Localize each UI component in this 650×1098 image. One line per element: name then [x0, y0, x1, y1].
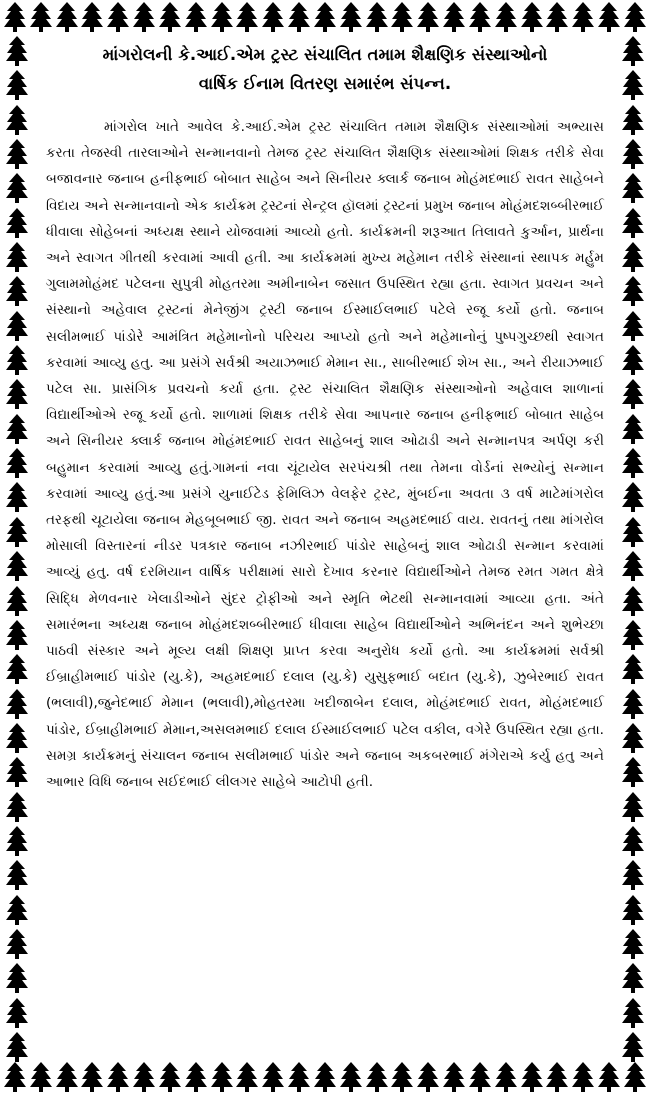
pine-tree-icon: [622, 414, 644, 444]
pine-tree-icon: [340, 2, 362, 32]
pine-tree-icon: [6, 895, 28, 925]
pine-tree-icon: [624, 1062, 646, 1092]
pine-tree-icon: [622, 826, 644, 856]
pine-tree-icon: [6, 998, 28, 1028]
pine-tree-icon: [469, 1062, 491, 1092]
pine-tree-icon: [598, 1062, 620, 1092]
pine-tree-icon: [443, 1062, 465, 1092]
pine-tree-icon: [133, 1062, 155, 1092]
pine-tree-icon: [6, 208, 28, 238]
pine-tree-icon: [6, 757, 28, 787]
article-title-line1: માંગરોલની કે.આઈ.એમ ટ્રસ્ટ સંચાલિત તમામ શૈક્ષણિક સંસ્થાઓનો: [102, 45, 548, 64]
pine-tree-icon: [622, 757, 644, 787]
pine-tree-icon: [622, 963, 644, 993]
pine-tree-icon: [288, 1062, 310, 1092]
pine-tree-icon: [4, 2, 26, 32]
pine-tree-icon: [6, 36, 28, 66]
pine-tree-icon: [159, 1062, 181, 1092]
pine-tree-icon: [6, 792, 28, 822]
bottom-tree-border: [0, 1062, 650, 1096]
article-title-line2: વાર્ષિક ઈનામ વિતરણ સમારંભ સંપન્ન.: [198, 74, 452, 93]
article-title: [46, 40, 604, 98]
article-body: માંગરોલ ખાતે આવેલ કે.આઈ.એમ ટ્રસ્ટ સંચાલિત તમામ શૈક્ષણિક સંસ્થાઓમાં અભ્યાસ કરતા તેજસ્વી તારલાઓને સન્માનવાનો તેમજ ટ્રસ્ટ સંચાલિત શૈક્ષણિક સંસ્થાઓમાં શિક્ષક તરીકે સેવા બજાવનાર જનાબ હનીફભાઈ બોબાત સાહેબ અને સિનીયર ક્લાર્ક જનાબ મોહંમદભાઈ રાવત સાહેબને વિદાય અને સન્માનવાનો એક કાર્યક્રમ ટ્રસ્ટનાં સેન્ટ્રલ હૉલમાં ટ્રસ્ટનાં પ્રમુખ જનાબ મોહંમદશબ્બીરભાઈ ધીવાલા સોહેબનાં અધ્યક્ષ સ્થાને યોજવામાં આવ્યો હતો. કાર્યક્રમની શરૂઆત તિલાવતે કુર્આન, પ્રાર્થના અને સ્વાગત ગીતથી કરવામાં આવી હતી. આ કાર્યક્રમમાં મુખ્ય મહેમાન તરીકે સંસ્થાનાં સ્થાપક મર્હુમ ગુલામમોહંમદ પટેલના સુપુત્રી મોહતરમા અમીનાબેન જસાત ઉપસ્થિત રહ્યા હતા. સ્વાગત પ્રવચન અને સંસ્થાનો અહેવાલ ટ્રસ્ટનાં મેનેજીંગ ટ્રસ્ટી જનાબ ઈસ્માઈલભાઈ પટેલે રજૂ કર્યો હતો. જનાબ સલીમભાઈ પાંડોરે આમંત્રિત મહેમાનોનો પરિચય આપ્યો હતો અને મહેમાનોનું પુષ્પગુચ્છથી સ્વાગત કરવામાં આવ્યુ હતુ. આ પ્રસંગે સર્વશ્રી અયાઝભાઈ મેમાન સા., સાબીરભાઈ શેખ સા., અને રીયાઝભાઈ પટેલ સા. પ્રાસંગિક પ્રવચનો કર્યા હતા. ટ્રસ્ટ સંચાલિત શૈક્ષણિક સંસ્થાઓનો અહેવાલ શાળાનાં વિદ્યાર્થીઓએ રજૂ કર્યો હતો. શાળામાં શિક્ષક તરીકે સેવા આપનાર જનાબ હનીફભાઈ બોબાત સાહેબ અને સિનીયર ક્લાર્ક જનાબ મોહંમદભાઈ રાવત સાહેબનું શાલ ઓઢાડી અને સન્માનપત્ર અર્પણ કરી બહુમાન કરવામાં આવ્યુ હતું.ગામનાં નવા ચૂંટાયેલ સરપંચશ્રી તથા તેમના વોર્ડનાં સભ્યોનું સન્માન કરવામાં આવ્યુ હતું.આ પ્રસંગે યુનાઈટેડ ફેમિલિઝ વેલફેર ટ્રસ્ટ, મુંબઈના અવતા ૩ વર્ષ માટેમાંગરોલ તરફથી ચૂટાયેલા જનાબ મેહબૂબભાઈ જી. રાવત અને જનાબ અહમદભાઈ વાય. રાવતનું તથા માંગરોલ મોસાલી વિસ્તારનાં નીડર પત્રકાર જનાબ નઝીરભાઈ પાંડોર સાહેબનું શાલ ઓઢાડી સન્માન કરવામાં આવ્યું હતુ. વર્ષ દરમિયાન વાર્ષિક પરીક્ષામાં સારો દેખાવ કરનાર વિદ્યાર્થીઓને તેમજ રમત ગમત ક્ષેત્રે સિદ્ધિ મેળવનાર ખેલાડીઓને સુંદર ટ્રોફીઓ અને સ્મૃતિ ભેટથી સન્માનવામાં આવ્યા હતા. અંતે સમારંભના અધ્યક્ષ જનાબ મોહંમદશબ્બીરભાઈ ધીવાલા સાહેબ વિદ્યાર્થીઓને અભિનંદન અને શુભેચ્છા પાઠવી સંસ્કાર અને મૂલ્ય લક્ષી શિક્ષણ પ્રાપ્ત કરવા અનુરોધ કર્યો હતો. આ કાર્યક્રમમાં સર્વશ્રી ઈબ્રાહીમભાઈ પાંડોર (યુ.કે), અહમદભાઈ દલાલ (યુ.કે) યુસુફભાઈ બદાત (યુ.કે), ઝુબેરભાઈ રાવત (ભલાવી),જુનેદભાઈ મેમાન (ભલાવી),મોહતરમા ખદીજાબેન દલાલ, મોહંમદભાઈ રાવત, મોહંમદભાઈ પાંડોર, ઈબ્રાહીમભાઈ મેમાન,અસલમભાઈ દલાલ ઈસ્માઈલભાઈ પટેલ વકીલ, વગેરે ઉપસ્થિત રહ્યા હતા. સમગ્ર કાર્યક્રમનું સંચાલન જનાબ સલીમભાઈ પાંડોર અને જનાબ અકબરભાઈ મંગેરાએ કર્યુ હતુ અને આભાર વિધિ જનાબ સઈદભાઈ લીલગર સાહેબે આટોપી હતી.: [46, 119, 604, 791]
pine-tree-icon: [159, 2, 181, 32]
pine-tree-icon: [366, 2, 388, 32]
pine-tree-icon: [340, 1062, 362, 1092]
pine-tree-icon: [622, 620, 644, 650]
pine-tree-icon: [624, 2, 646, 32]
pine-tree-icon: [417, 1062, 439, 1092]
pine-tree-icon: [622, 379, 644, 409]
pine-tree-icon: [6, 105, 28, 135]
pine-tree-icon: [6, 173, 28, 203]
pine-tree-icon: [6, 654, 28, 684]
pine-tree-icon: [622, 345, 644, 375]
pine-tree-icon: [6, 345, 28, 375]
pine-tree-icon: [622, 792, 644, 822]
pine-tree-icon: [6, 414, 28, 444]
pine-tree-icon: [6, 139, 28, 169]
pine-tree-icon: [546, 2, 568, 32]
pine-tree-icon: [622, 551, 644, 581]
pine-tree-icon: [622, 482, 644, 512]
right-tree-border: [620, 36, 646, 1062]
pine-tree-icon: [622, 276, 644, 306]
pine-tree-icon: [6, 70, 28, 100]
pine-tree-icon: [521, 2, 543, 32]
pine-tree-icon: [622, 139, 644, 169]
pine-tree-icon: [495, 2, 517, 32]
pine-tree-icon: [622, 586, 644, 616]
pine-tree-icon: [622, 723, 644, 753]
pine-tree-icon: [598, 2, 620, 32]
pine-tree-icon: [262, 2, 284, 32]
pine-tree-icon: [6, 963, 28, 993]
pine-tree-icon: [6, 586, 28, 616]
pine-tree-icon: [6, 551, 28, 581]
pine-tree-icon: [622, 105, 644, 135]
pine-tree-icon: [622, 689, 644, 719]
pine-tree-icon: [622, 1032, 644, 1062]
pine-tree-icon: [314, 2, 336, 32]
pine-tree-icon: [622, 517, 644, 547]
pine-tree-icon: [391, 1062, 413, 1092]
pine-tree-icon: [314, 1062, 336, 1092]
pine-tree-icon: [443, 2, 465, 32]
pine-tree-icon: [107, 1062, 129, 1092]
pine-tree-icon: [211, 1062, 233, 1092]
pine-tree-icon: [288, 2, 310, 32]
pine-tree-icon: [6, 311, 28, 341]
pine-tree-icon: [366, 1062, 388, 1092]
pine-tree-icon: [211, 2, 233, 32]
pine-tree-icon: [469, 2, 491, 32]
pine-tree-icon: [4, 1062, 26, 1092]
pine-tree-icon: [236, 2, 258, 32]
pine-tree-icon: [6, 1032, 28, 1062]
pine-tree-icon: [391, 2, 413, 32]
article: [46, 40, 604, 1058]
pine-tree-icon: [6, 276, 28, 306]
pine-tree-icon: [30, 2, 52, 32]
pine-tree-icon: [236, 1062, 258, 1092]
left-tree-border: [4, 36, 30, 1062]
pine-tree-icon: [262, 1062, 284, 1092]
pine-tree-icon: [572, 1062, 594, 1092]
pine-tree-icon: [622, 173, 644, 203]
pine-tree-icon: [6, 620, 28, 650]
pine-tree-icon: [6, 517, 28, 547]
pine-tree-icon: [622, 895, 644, 925]
pine-tree-icon: [185, 2, 207, 32]
pine-tree-icon: [30, 1062, 52, 1092]
pine-tree-icon: [495, 1062, 517, 1092]
pine-tree-icon: [622, 311, 644, 341]
pine-tree-icon: [107, 2, 129, 32]
pine-tree-icon: [622, 36, 644, 66]
pine-tree-icon: [6, 860, 28, 890]
pine-tree-icon: [622, 70, 644, 100]
pine-tree-icon: [185, 1062, 207, 1092]
pine-tree-icon: [572, 2, 594, 32]
pine-tree-icon: [546, 1062, 568, 1092]
pine-tree-icon: [417, 2, 439, 32]
pine-tree-icon: [6, 723, 28, 753]
pine-tree-icon: [622, 654, 644, 684]
pine-tree-icon: [622, 242, 644, 272]
pine-tree-icon: [622, 860, 644, 890]
pine-tree-icon: [521, 1062, 543, 1092]
pine-tree-icon: [133, 2, 155, 32]
pine-tree-icon: [81, 2, 103, 32]
pine-tree-icon: [6, 826, 28, 856]
pine-tree-icon: [81, 1062, 103, 1092]
pine-tree-icon: [6, 689, 28, 719]
pine-tree-icon: [6, 242, 28, 272]
pine-tree-icon: [56, 1062, 78, 1092]
pine-tree-icon: [622, 998, 644, 1028]
pine-tree-icon: [622, 929, 644, 959]
top-tree-border: [0, 2, 650, 36]
pine-tree-icon: [6, 379, 28, 409]
pine-tree-icon: [6, 482, 28, 512]
pine-tree-icon: [6, 448, 28, 478]
pine-tree-icon: [6, 929, 28, 959]
pine-tree-icon: [622, 448, 644, 478]
pine-tree-icon: [622, 208, 644, 238]
pine-tree-icon: [56, 2, 78, 32]
